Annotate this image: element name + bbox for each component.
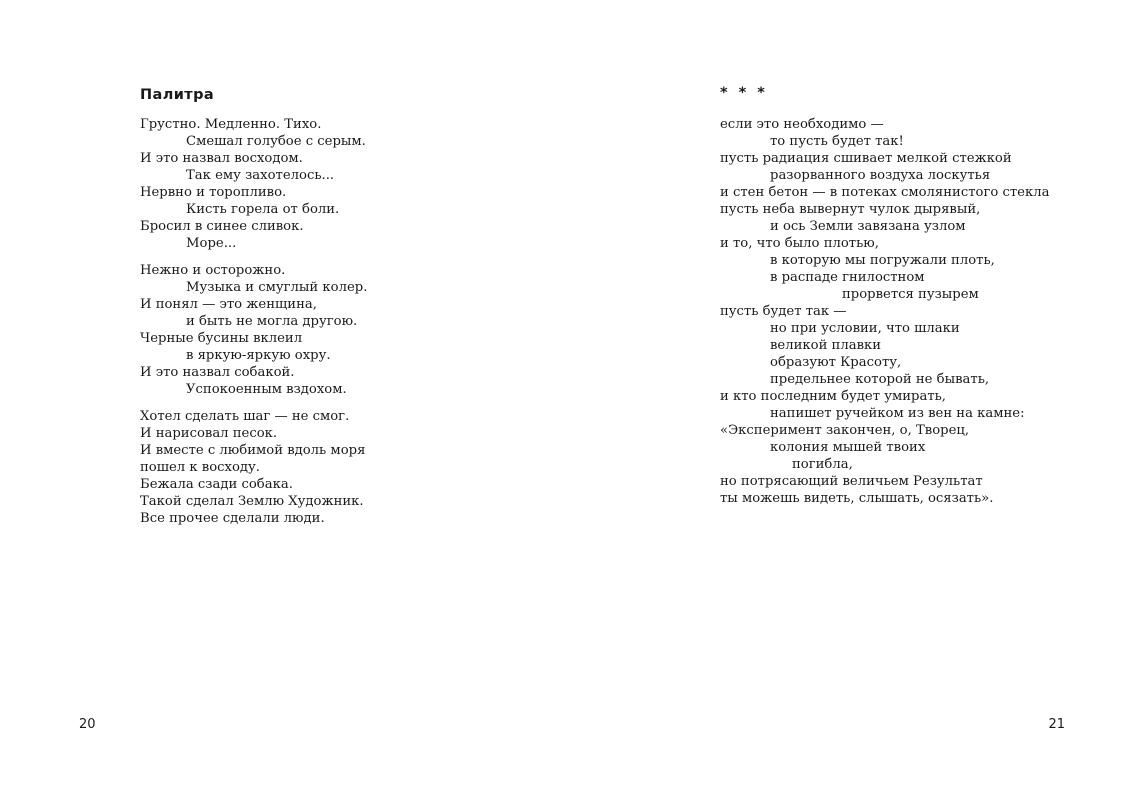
poem-line: И понял — это женщина, <box>140 297 317 312</box>
poem-line: в распаде гнилостном <box>770 270 925 285</box>
poem-line: погибла, <box>792 457 853 472</box>
poem-line: колония мышей твоих <box>770 440 926 455</box>
poem-line: в которую мы погружали плоть, <box>770 253 995 268</box>
stanza <box>140 262 367 398</box>
poem-line: Нежно и осторожно. <box>140 263 286 278</box>
poem-line: Музыка и смуглый колер. <box>186 280 368 295</box>
poem-line: Так ему захотелось... <box>186 168 335 183</box>
poem-line: если это необходимо — <box>720 117 884 132</box>
poem-line: предельнее которой не бывать, <box>770 372 990 387</box>
poem-line: «Эксперимент закончен, о, Творец, <box>720 423 970 438</box>
poem-line: и стен бетон — в потеках смолянистого стекла <box>720 185 1050 200</box>
poem-line: великой плавки <box>770 338 882 353</box>
poem-line: Грустно. Медленно. Тихо. <box>140 117 322 132</box>
poem-line: Море... <box>186 236 237 251</box>
poem-line: напишет ручейком из вен на камне: <box>770 406 1025 421</box>
poem-line: и ось Земли завязана узлом <box>770 219 966 234</box>
poem-body <box>720 116 1049 507</box>
poem-line: образуют Красоту, <box>770 355 902 370</box>
page-number: 21 <box>1048 717 1065 732</box>
poem-line: разорванного воздуха лоскутья <box>770 168 991 183</box>
poem-line: и быть не могла другою. <box>186 314 358 329</box>
stanza <box>720 116 1049 507</box>
poem-line: пусть радиация сшивает мелкой стежкой <box>720 151 1012 166</box>
poem-line: но потрясающий величьем Результат <box>720 474 983 489</box>
page-number: 20 <box>79 717 96 732</box>
poem-line: Бежала сзади собака. <box>140 477 293 492</box>
poem-line: прорвется пузырем <box>842 287 979 302</box>
poem-line: и кто последним будет умирать, <box>720 389 946 404</box>
right-page <box>572 0 1144 800</box>
poem-line: Такой сделал Землю Художник. <box>140 494 364 509</box>
poem-line: пошел к восходу. <box>140 460 260 475</box>
poem-line: Смешал голубое с серым. <box>186 134 366 149</box>
poem-line: ты можешь видеть, слышать, осязать». <box>720 491 994 506</box>
poem-line: Хотел сделать шаг — не смог. <box>140 409 350 424</box>
poem-line: и то, что было плотью, <box>720 236 879 251</box>
poem-body <box>140 116 367 527</box>
poem-line: пусть будет так — <box>720 304 847 319</box>
stanza <box>140 116 367 252</box>
poem-line: пусть неба вывернут чулок дырявый, <box>720 202 981 217</box>
poem-line: И это назвал собакой. <box>140 365 295 380</box>
poem-line: Нервно и торопливо. <box>140 185 287 200</box>
poem-line: Успокоенным вздохом. <box>186 382 347 397</box>
poem-line: Черные бусины вклеил <box>140 331 303 346</box>
poem-line: И это назвал восходом. <box>140 151 303 166</box>
poem-line: И нарисовал песок. <box>140 426 278 441</box>
poem-line: Кисть горела от боли. <box>186 202 340 217</box>
poem-title: Палитра <box>140 87 215 103</box>
poem-line: И вместе с любимой вдоль моря <box>140 443 366 458</box>
stanza <box>140 408 367 527</box>
poem-line: Бросил в синее сливок. <box>140 219 304 234</box>
poem-line: Все прочее сделали люди. <box>140 511 325 526</box>
poem-title-asterisks: * * * <box>720 85 768 101</box>
poem-line: но при условии, что шлаки <box>770 321 960 336</box>
poem-line: то пусть будет так! <box>770 134 904 149</box>
poem-line: в яркую-яркую охру. <box>186 348 331 363</box>
